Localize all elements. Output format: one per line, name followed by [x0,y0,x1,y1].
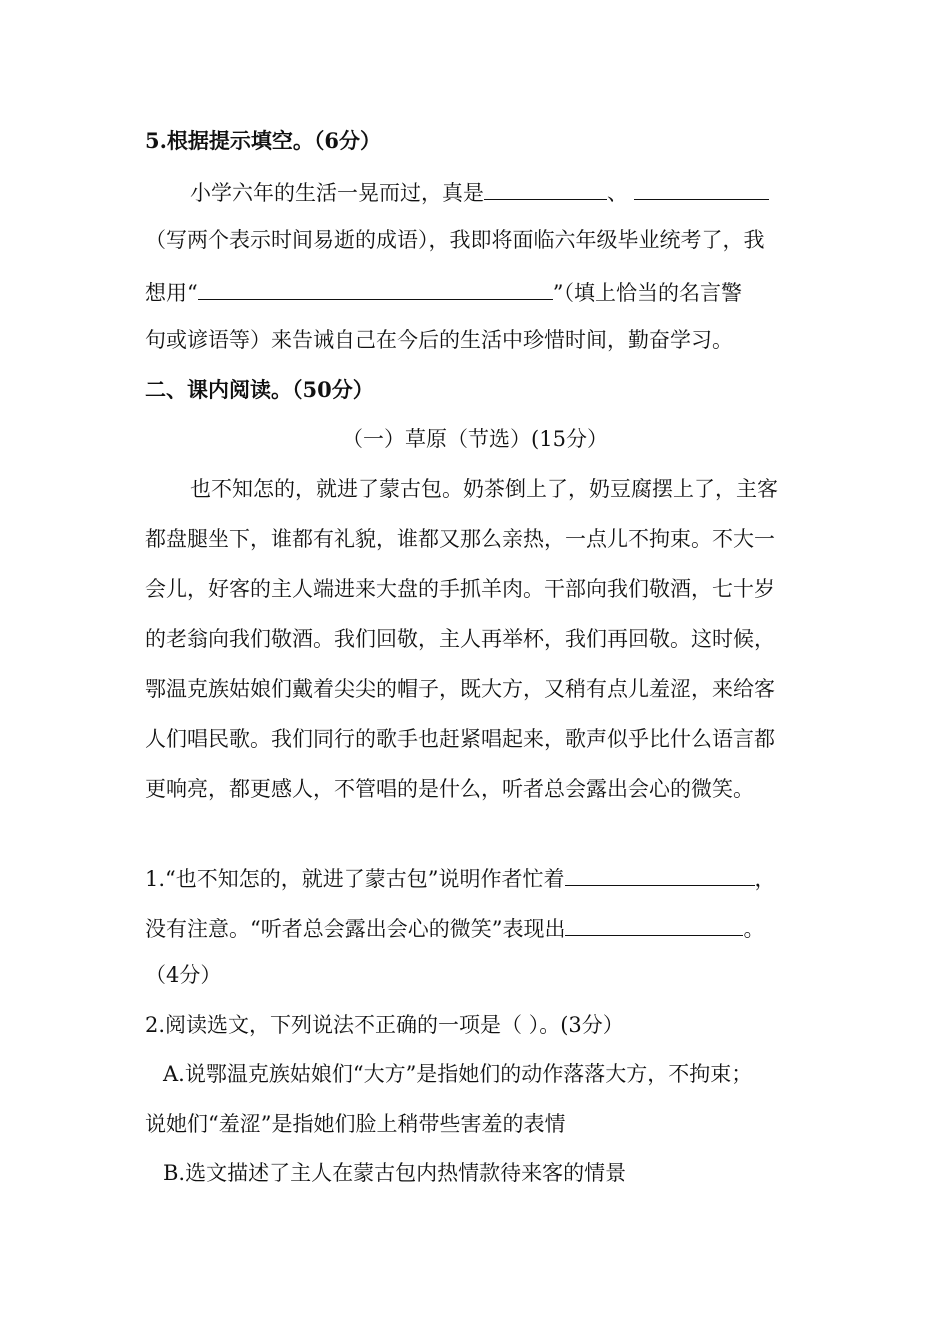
passage-line: 会儿，好客的主人端进来大盘的手抓羊肉。干部向我们敬酒，七十岁 [145,577,775,601]
question-5-line-3 [145,275,830,308]
question-2-stem: 2.阅读选文，下列说法不正确的一项是（ ）。(3分） [145,1013,624,1037]
passage-line: 的老翁向我们敬酒。我们回敬，主人再举杯，我们再回敬。这时候， [145,627,775,651]
q5-separator: 、 [607,181,628,205]
answer-blank-idiom-2[interactable] [634,175,769,200]
answer-blank-idiom-1[interactable] [484,175,607,200]
answer-blank-busy-with[interactable] [565,861,755,886]
passage-title: （一）草原（节选）(15分） [342,427,608,451]
passage-line: 也不知怎的，就进了蒙古包。奶茶倒上了，奶豆腐摆上了，主客 [190,477,778,501]
question-1-score: （4分） [145,963,222,987]
option-a-line-1: A.说鄂温克族姑娘们“大方”是指她们的动作落落大方，不拘束； [163,1062,753,1086]
question-5-line-1 [190,175,830,208]
question-1-line-2 [145,911,830,944]
q1-text: 1.“也不知怎的，就进了蒙古包”说明作者忙着 [145,867,565,891]
answer-blank-quote[interactable] [198,275,553,300]
option-a-line-2: 说她们“羞涩”是指她们脸上稍带些害羞的表情 [145,1112,566,1136]
question-5-line-4: 句或谚语等）来告诫自己在今后的生活中珍惜时间，勤奋学习。 [145,328,733,352]
q5-text: 小学六年的生活一晃而过，真是 [190,181,484,205]
passage-line: 鄂温克族姑娘们戴着尖尖的帽子，既大方，又稍有点儿羞涩，来给客 [145,677,775,701]
option-b: B.选文描述了主人在蒙古包内热情款待来客的情景 [163,1161,627,1185]
q1-text: 没有注意。“听者总会露出会心的微笑”表现出 [145,917,566,941]
q5-text: 想用“ [145,281,198,305]
question-5-title: 5.根据提示填空。（6分） [145,128,382,153]
passage-line: 更响亮，都更感人，不管唱的是什么，听者总会露出会心的微笑。 [145,777,754,801]
question-1-line-1 [145,861,830,894]
question-5-line-2: （写两个表示时间易逝的成语），我即将面临六年级毕业统考了，我 [145,228,765,252]
answer-blank-shows[interactable] [565,911,743,936]
section-2-title: 二、课内阅读。（50分） [145,377,374,402]
q5-text: ”（填上恰当的名言警 [552,281,742,305]
q1-text: ， [754,867,776,891]
q1-text: 。 [743,917,765,941]
passage-line: 都盘腿坐下，谁都有礼貌，谁都又那么亲热，一点儿不拘束。不大一 [145,527,775,551]
passage-line: 人们唱民歌。我们同行的歌手也赶紧唱起来，歌声似乎比什么语言都 [145,727,775,751]
